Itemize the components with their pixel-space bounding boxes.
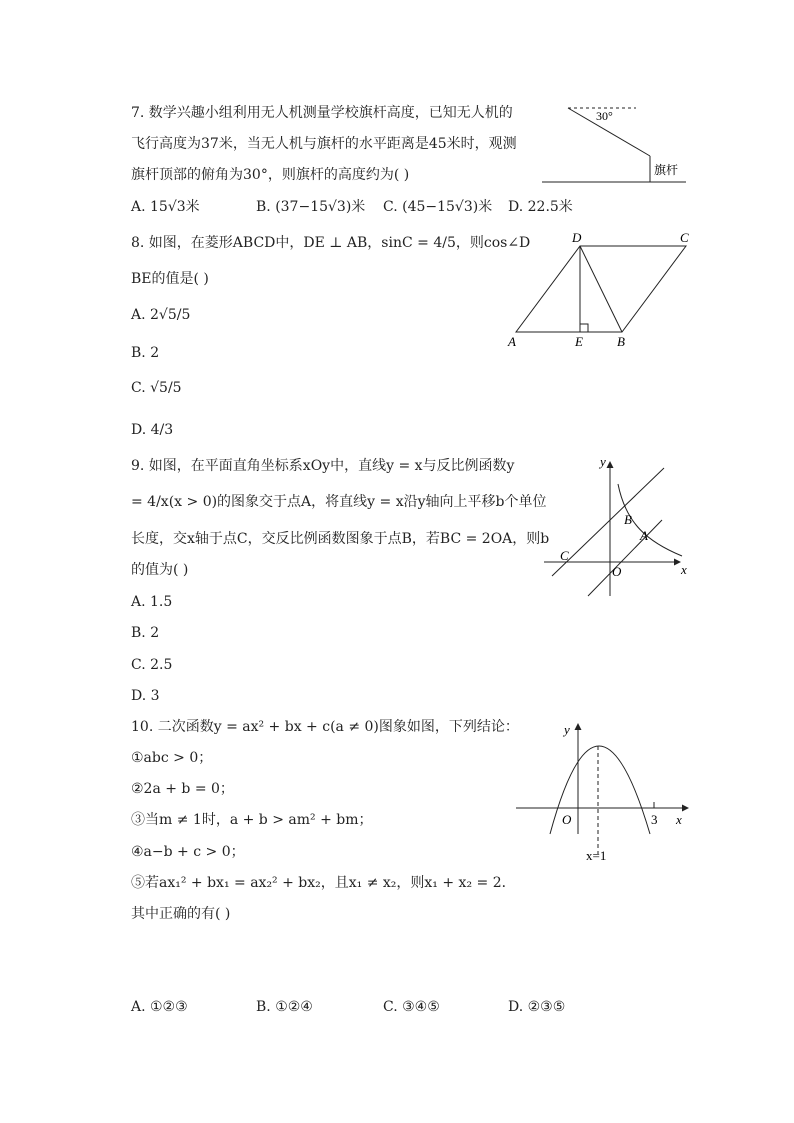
q7-option-a: A. 15√3米: [131, 199, 200, 215]
q8-option-a: A. 2√5/5: [131, 307, 191, 323]
q7-angle-label: 30°: [596, 109, 613, 123]
q8-line2: BE的值是( ): [131, 271, 209, 287]
q10-figure: [512, 716, 696, 866]
q8-option-d: D. 4/3: [131, 422, 174, 438]
q7-figure: [538, 100, 698, 190]
q10-statement-5: ⑤若ax₁² + bx₁ = ax₂² + bx₂，且x₁ ≠ x₂，则x₁ + x₂ = 2．: [131, 875, 516, 891]
q8-figure: [500, 228, 700, 352]
q9-label-c: C: [560, 548, 569, 563]
q10-option-a: A. ①②③: [131, 999, 188, 1015]
q8-label-a: A: [508, 334, 516, 349]
q7-option-b: B. (37−15√3)米: [256, 199, 366, 215]
q9-option-b: B. 2: [131, 625, 160, 641]
q10-line1: 10. 二次函数y = ax² + bx + c(a ≠ 0)图象如图，下列结论：: [131, 719, 519, 735]
q9-line1: 9. 如图，在平面直角坐标系xOy中，直线y = x与反比例函数y: [131, 458, 515, 474]
q9-line3: 长度，交x轴于点C，交反比例函数图象于点B，若BC = 2OA，则b: [131, 531, 550, 547]
q9-label-o: O: [612, 564, 622, 579]
q9-label-x: x: [681, 562, 687, 577]
q7-pole-label: 旗杆: [654, 163, 679, 177]
q9-line4: 的值为( ): [131, 562, 189, 578]
q9-option-a: A. 1.5: [131, 594, 173, 610]
q10-option-d: D. ②③⑤: [508, 999, 566, 1015]
q10-option-c: C. ③④⑤: [383, 999, 440, 1015]
q8-label-b: B: [617, 334, 625, 349]
q9-label-y: y: [600, 454, 606, 469]
q9-line2: = 4/x(x > 0)的图象交于点A，将直线y = x沿y轴向上平移b个单位: [131, 494, 547, 510]
q10-label-x: x: [676, 812, 682, 827]
q8-label-d: D: [572, 230, 582, 245]
q7-option-c: C. (45−15√3)米: [383, 199, 493, 215]
q10-statement-3: ③当m ≠ 1时，a + b > am² + bm；: [131, 812, 373, 828]
q8-option-b: B. 2: [131, 345, 160, 361]
q10-statement-1: ①abc > 0；: [131, 750, 213, 766]
q10-label-y: y: [564, 722, 570, 737]
q9-option-c: C. 2.5: [131, 657, 173, 673]
q8-label-e: E: [575, 334, 583, 349]
q9-option-d: D. 3: [131, 688, 160, 704]
q9-figure: [538, 452, 698, 600]
q10-option-b: B. ①②④: [256, 999, 313, 1015]
q7-option-d: D. 22.5米: [508, 199, 573, 215]
q10-label-3: 3: [651, 812, 658, 827]
q7-line1: 7. 数学兴趣小组利用无人机测量学校旗杆高度，已知无人机的: [131, 105, 513, 121]
q7-line2: 飞行高度为37米，当无人机与旗杆的水平距离是45米时，观测: [131, 136, 517, 152]
q10-statement-4: ④a−b + c > 0；: [131, 844, 245, 860]
q8-line1: 8. 如图，在菱形ABCD中，DE ⊥ AB，sinC = 4/5，则cos∠D: [131, 235, 531, 251]
q7-line3: 旗杆顶部的俯角为30°，则旗杆的高度约为( ): [131, 167, 410, 183]
q8-label-c: C: [680, 230, 689, 245]
q9-label-b: B: [624, 512, 632, 527]
q10-axis-of-symmetry-label: x=1: [586, 848, 607, 863]
q10-label-o: O: [562, 812, 572, 827]
q10-question: 其中正确的有( ): [131, 906, 231, 922]
q9-label-a: A: [640, 528, 648, 543]
q10-statement-2: ②2a + b = 0；: [131, 781, 234, 797]
q8-option-c: C. √5/5: [131, 380, 182, 396]
